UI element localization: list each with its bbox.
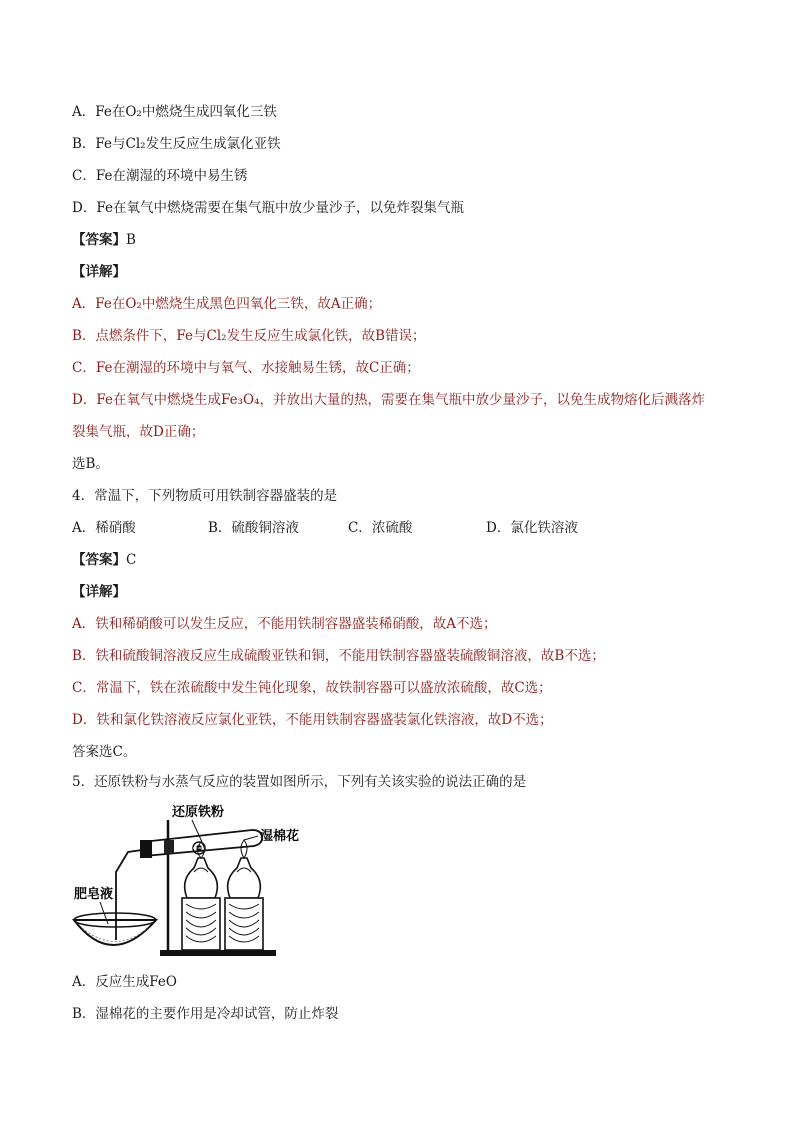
q5-stem: 5．还原铁粉与水蒸气反应的装置如图所示，下列有关该实验的说法正确的是 (72, 774, 527, 790)
q4-detail-line: D．铁和氯化铁溶液反应氯化亚铁，不能用铁制容器盛装氯化铁溶液，故D不选； (72, 712, 553, 728)
answer-value: B (126, 232, 136, 248)
q3-option-b: B．Fe与Cl₂发生反应生成氯化亚铁 (72, 136, 281, 152)
q4-detail-line: C．常温下，铁在浓硫酸中发生钝化现象，故铁制容器可以盛放浓硫酸，故C选； (72, 680, 552, 696)
q4-option-c: C．浓硫酸 (348, 520, 413, 536)
q3-detail-line: A．Fe在O₂中燃烧生成黑色四氧化三铁，故A正确； (72, 296, 382, 312)
q3-option-a: A．Fe在O₂中燃烧生成四氧化三铁 (72, 104, 277, 120)
q4-stem: 4．常温下，下列物质可用铁制容器盛装的是 (72, 488, 338, 504)
q5-option-b: B．湿棉花的主要作用是冷却试管，防止炸裂 (72, 1006, 339, 1022)
wooden-block-right (225, 898, 263, 950)
q4-option-d: D．氯化铁溶液 (486, 520, 578, 536)
q3-option-d: D．Fe在氧气中燃烧需要在集气瓶中放少量沙子，以免炸裂集气瓶 (72, 200, 464, 216)
q4-option-a: A．稀硝酸 (72, 520, 136, 536)
q4-detail-line: A．铁和稀硝酸可以发生反应，不能用铁制容器盛装稀硝酸，故A不选； (72, 616, 497, 632)
q3-detail-line: 裂集气瓶，故D正确； (72, 424, 205, 440)
wooden-block-left (182, 898, 220, 950)
q3-detail-line: C．Fe在潮湿的环境中与氧气、水接触易生锈，故C正确； (72, 360, 420, 376)
label-iron-powder: 还原铁粉 (172, 805, 225, 820)
q3-answer (72, 230, 136, 250)
q3-conclusion: 选B。 (72, 456, 109, 472)
answer-tag: 【答案】 (72, 232, 126, 248)
stand-base (160, 950, 276, 956)
q4-option-b: B．硫酸铜溶液 (208, 520, 299, 536)
q4-detail-tag: 【详解】 (72, 584, 126, 600)
q5-option-a: A．反应生成FeO (72, 974, 177, 990)
q3-detail-tag: 【详解】 (72, 264, 126, 280)
q3-detail-line: D．Fe在氧气中燃烧生成Fe₃O₄，并放出大量的热，需要在集气瓶中放少量沙子，以免生成物熔化后溅落炸 (72, 392, 705, 408)
q4-detail-line: B．铁和硫酸铜溶液反应生成硫酸亚铁和铜，不能用铁制容器盛装硫酸铜溶液，故B不选； (72, 648, 605, 664)
basin (74, 913, 156, 945)
q3-option-c: C．Fe在潮湿的环境中易生锈 (72, 168, 248, 184)
label-soap-solution: 肥皂液 (74, 887, 114, 902)
q3-detail-line: B．点燃条件下，Fe与Cl₂发生反应生成氯化铁，故B错误； (72, 328, 426, 344)
apparatus-figure (72, 800, 312, 960)
label-wet-cotton: 湿棉花 (260, 829, 300, 844)
q4-answer (72, 550, 136, 570)
answer-tag: 【答案】 (72, 552, 126, 568)
q4-conclusion: 答案选C。 (72, 744, 137, 760)
answer-value: C (126, 552, 137, 568)
